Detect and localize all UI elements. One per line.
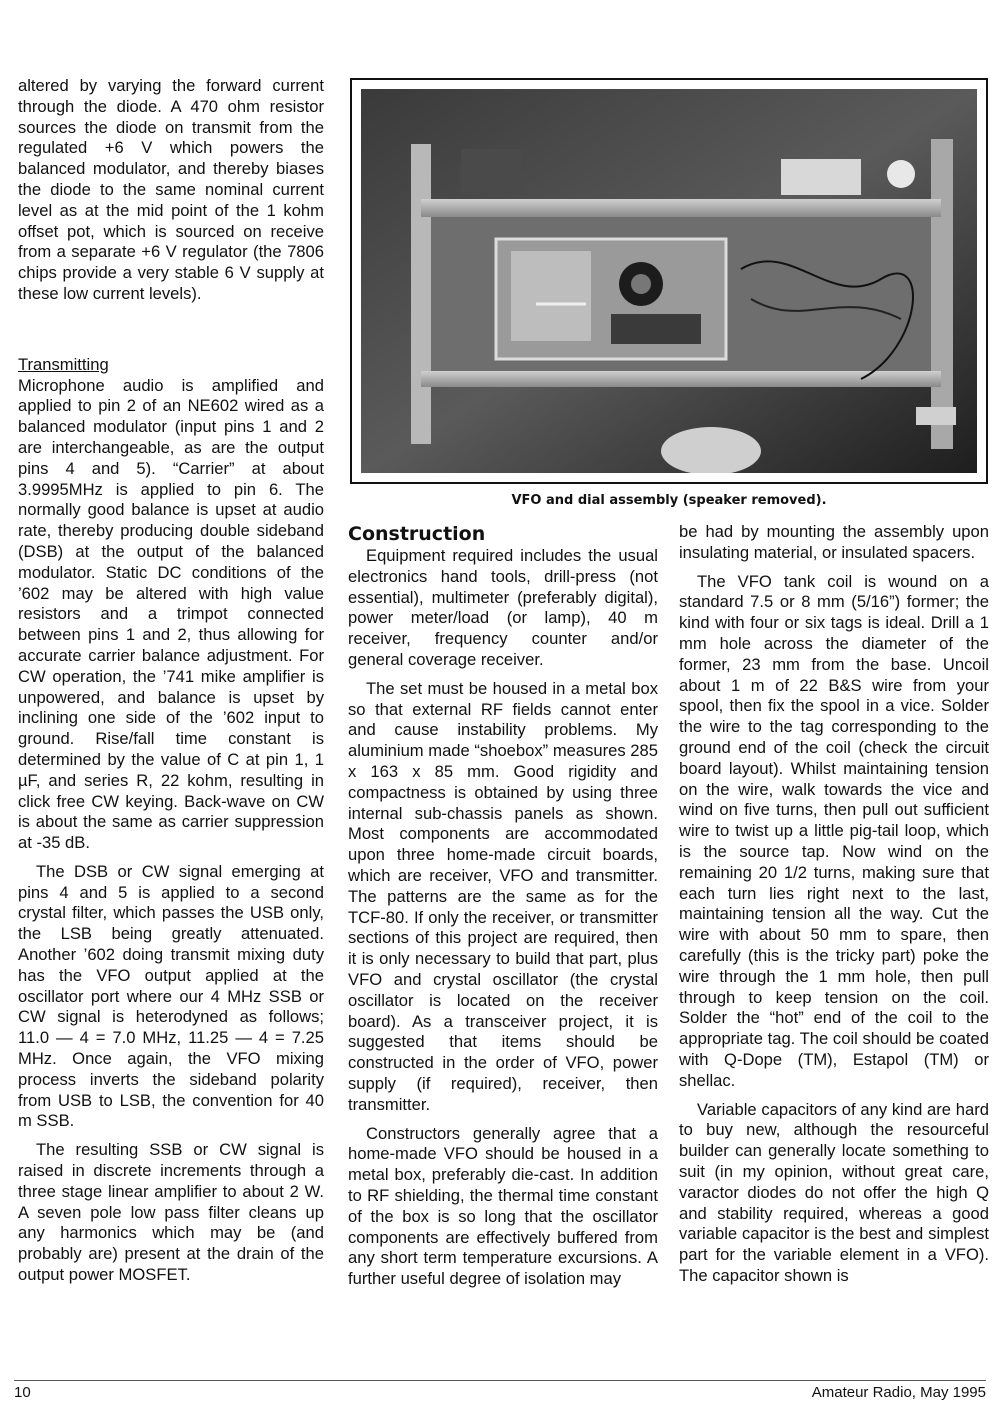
- paragraph: Constructors generally agree that a home-made VFO should be housed in a metal box, preferably die-cast. In addition to RF shielding, the thermal time constant of the box is so long that the oscillator components are effectively buffered from any short term temperature excursions. A further useful degree of isolation may: [348, 1123, 658, 1289]
- paragraph: The set must be housed in a metal box so that external RF fields cannot enter and cause instability problems. My aluminium made “shoebox” measures 285 x 163 x 85 mm. Good rigidity and compactness is obtained by using three internal sub-chassis panels as shown. Most components are accommodated upon three home-made circuit boards, which are receiver, VFO and transmitter. The patterns are the same as for the TCF-80. If only the receiver, or transmitter sections of this project are required, then it is only necessary to build that part, plus VFO and crystal oscillator (the crystal oscillator is located on the receiver board). As a transceiver project, it is suggested that items should be constructed in the order of VFO, power supply (if required), receiver, then transmitter.: [348, 678, 658, 1114]
- section-heading-transmitting: Transmitting: [18, 354, 109, 374]
- paragraph: be had by mounting the assembly upon insulating material, or insulated spacers.: [679, 522, 989, 562]
- publication-issue: Amateur Radio, May 1995: [811, 1384, 986, 1401]
- paragraph: Variable capacitors of any kind are hard to buy new, although the resourceful builder can generally locate something to suit (in my opinion, without great care, varactor diodes do not offer the high Q and stability required, whereas a good variable capacitor is the best and simplest part for the variable element in a VFO). The capacitor shown is: [679, 1099, 989, 1285]
- photo-frame: [350, 78, 988, 484]
- paragraph: The resulting SSB or CW signal is raised in discrete increments through a three stage linear amplifier to about 2 W. A seven pole low pass filter cleans up any harmonics which may be (and probably are) present at the drain of the output power MOSFET.: [18, 1140, 324, 1285]
- paragraph: The VFO tank coil is wound on a standard 7.5 or 8 mm (5/16”) former; the kind with four or six tags is ideal. Drill a 1 mm hole across the diameter of the former, 23 mm from the base. Uncoil about 1 m of 22 B&S wire from your spool, then fix the spool in a vice. Solder the wire to the tag corresponding to the ground end of the coil (check the circuit board layout). Whilst maintaining tension on the wire, walk towards the vice and wind on five turns, then pull out sufficient wire to twist up a little pig-tail loop, which is the source tap. Now wind on the remaining 20 1/2 turns, making sure that each turn lies right next to the last, maintaining tension all the way. Cut the wire with about 50 mm to spare, then carefully (this is the tricky part) poke the wire through the 1 mm hole, then pull through to keep tension on the coil. Solder the “hot” end of the coil to the appropriate tag. The coil should be coated with Q-Dope (TM), Estapol (TM) or shellac.: [679, 571, 989, 1090]
- paragraph: Equipment required includes the usual electronics hand tools, drill-press (not essential), multimeter (preferably digital), power meter/load (or lamp), 40 m receiver, frequency counter and/or general coverage receiver.: [348, 546, 658, 669]
- paragraph: Microphone audio is amplified and applied to pin 2 of an NE602 wired as a balanced modulator (input pins 1 and 2 are interchangeable, as are the output pins 4 and 5). “Carrier” at about 3.9995MHz is applied to pin 6. The normally good balance is upset at audio rate, thereby producing double sideband (DSB) at the output of the balanced modulator. Static DC conditions of the ’602 may be altered with high value resistors and a trimpot connected between pins 1 and 2, thus allowing for accurate carrier balance adjustment. For CW operation, the ’741 mike amplifier is unpowered, and balance is upset by inclining one side of the ’602 input to ground. Rise/fall time constant is determined by the value of C at pin 1, 1 µF, and series R, 22 kohm, resulting in click free CW keying. Back-wave on CW is about the same as carrier suppression at -35 dB.: [18, 375, 324, 853]
- section-heading-construction: Construction: [348, 523, 486, 545]
- page-number: 10: [14, 1384, 31, 1401]
- photo-caption: VFO and dial assembly (speaker removed).: [511, 493, 827, 508]
- paragraph: The DSB or CW signal emerging at pins 4 and 5 is applied to a second crystal filter, which passes the USB only, the LSB being greatly attenuated. Another ’602 doing transmit mixing duty has the VFO output applied at the oscillator port where our 4 MHz SSB or CW signal is heterodyned as follows; 11.0 — 4 = 7.0 MHz, 11.25 — 4 = 7.25 MHz. Once again, the VFO mixing process inverts the sideband polarity from USB to LSB, the convention for 40 m SSB.: [18, 861, 324, 1131]
- footer-rule: [14, 1380, 986, 1381]
- paragraph: altered by varying the forward current through the diode. A 470 ohm resistor sources the diode on transmit from the regulated +6 V which powers the balanced modulator, and thereby biases the diode to the same nominal current level as at the mid point of the 1 kohm offset pot, which is sourced on receive from a separate +6 V regulator (the 7806 chips provide a very stable 6 V supply at these low current levels).: [18, 76, 324, 303]
- column-1: [18, 76, 324, 1286]
- vfo-dial-assembly-photo: [361, 89, 977, 473]
- column-2: [348, 522, 658, 1290]
- column-3: [679, 522, 989, 1287]
